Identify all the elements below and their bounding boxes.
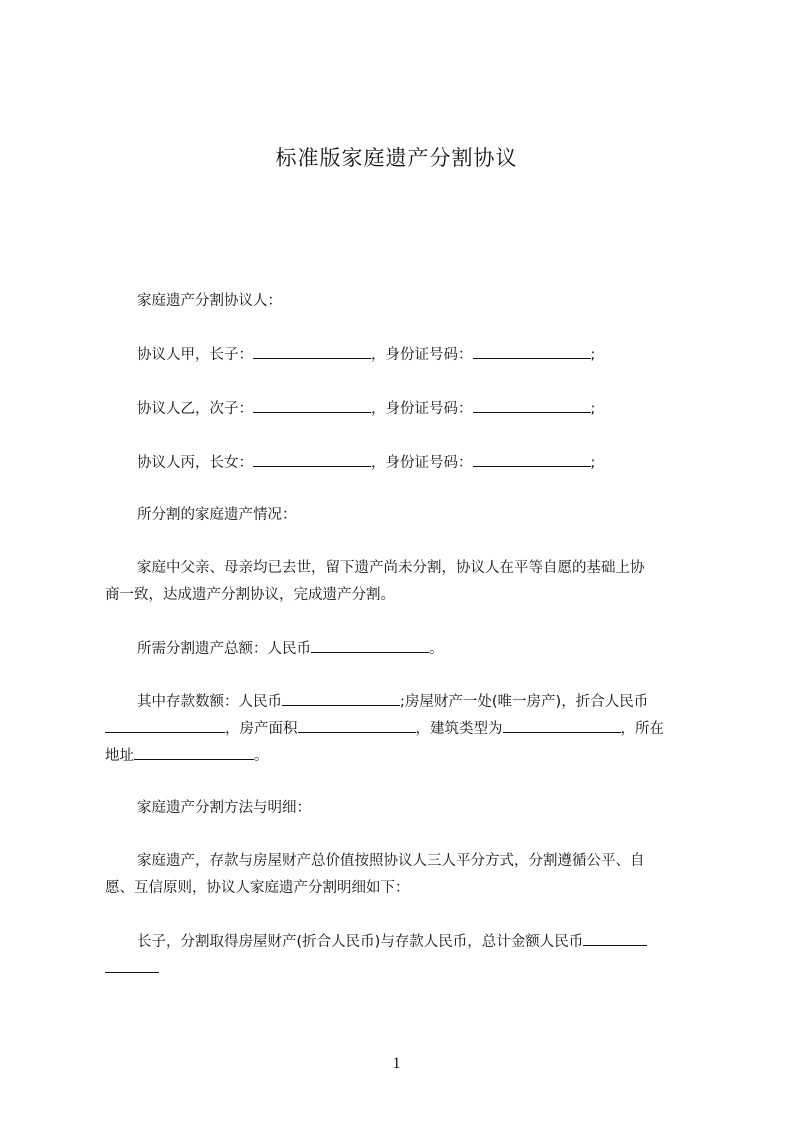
address-blank[interactable]: [134, 745, 254, 760]
details-line2: [105, 718, 705, 739]
line-end: ;: [590, 455, 596, 471]
method-paragraph-line2: 愿、互信原则，协议人家庭遗产分割明细如下：: [105, 880, 410, 896]
method-heading: 家庭遗产分割方法与明细：: [137, 800, 311, 816]
eldest-son-text: 长子，分割取得房屋财产(折合人民币)与存款人民币，总计金额人民币: [137, 934, 584, 950]
name-blank[interactable]: [253, 344, 371, 359]
id-number-blank[interactable]: [473, 344, 591, 359]
party-label: 协议人甲，长子：: [137, 347, 253, 363]
house-area-blank[interactable]: [298, 718, 416, 733]
id-label: ，身份证号码：: [371, 401, 473, 417]
house-value-blank[interactable]: [105, 718, 225, 733]
parties-heading: 家庭遗产分割协议人：: [137, 293, 282, 309]
id-label: ，身份证号码：: [371, 347, 473, 363]
address-end: 。: [254, 748, 269, 764]
total-amount-line: [105, 638, 737, 659]
id-number-blank[interactable]: [473, 452, 591, 467]
deposit-label: 其中存款数额：人民币: [137, 694, 282, 710]
address-label: 地址: [105, 748, 134, 764]
document-title: 标准版家庭遗产分割协议: [275, 146, 518, 170]
building-type-label: ，建筑类型为: [415, 721, 503, 737]
eldest-son-total-blank[interactable]: [583, 931, 647, 946]
id-number-blank[interactable]: [473, 398, 591, 413]
page-number: 1: [392, 1055, 401, 1072]
eldest-son-total-blank-cont[interactable]: [105, 958, 159, 973]
eldest-son-line2: [105, 958, 705, 979]
location-label: ，所在: [620, 721, 664, 737]
name-blank[interactable]: [253, 398, 371, 413]
estate-paragraph-line1: 家庭中父亲、母亲均已去世，留下遗产尚未分割，协议人在平等自愿的基础上协: [137, 560, 645, 576]
house-label: ;房屋财产一处(唯一房产)，折合人民币: [400, 694, 649, 710]
estate-paragraph-line2: 商一致，达成遗产分割协议，完成遗产分割。: [105, 587, 395, 603]
total-end: 。: [429, 641, 444, 657]
total-amount-blank[interactable]: [311, 638, 429, 653]
name-blank[interactable]: [253, 452, 371, 467]
total-label: 所需分割遗产总额：人民币: [137, 641, 311, 657]
eldest-son-line1: [105, 931, 737, 952]
area-label: ，房产面积: [225, 721, 298, 737]
building-type-blank[interactable]: [503, 718, 621, 733]
deposit-amount-blank[interactable]: [282, 691, 400, 706]
estate-heading: 所分割的家庭遗产情况：: [137, 507, 297, 523]
party-line-b: [105, 398, 737, 419]
details-line1: [105, 691, 737, 712]
method-paragraph-line1: 家庭遗产，存款与房屋财产总价值按照协议人三人平分方式，分割遵循公平、自: [137, 853, 645, 869]
party-line-a: [105, 344, 737, 365]
details-line3: [105, 745, 705, 766]
party-label: 协议人丙，长女：: [137, 455, 253, 471]
line-end: ;: [590, 401, 596, 417]
id-label: ，身份证号码：: [371, 455, 473, 471]
line-end: ;: [590, 347, 596, 363]
party-label: 协议人乙，次子：: [137, 401, 253, 417]
party-line-c: [105, 452, 737, 473]
